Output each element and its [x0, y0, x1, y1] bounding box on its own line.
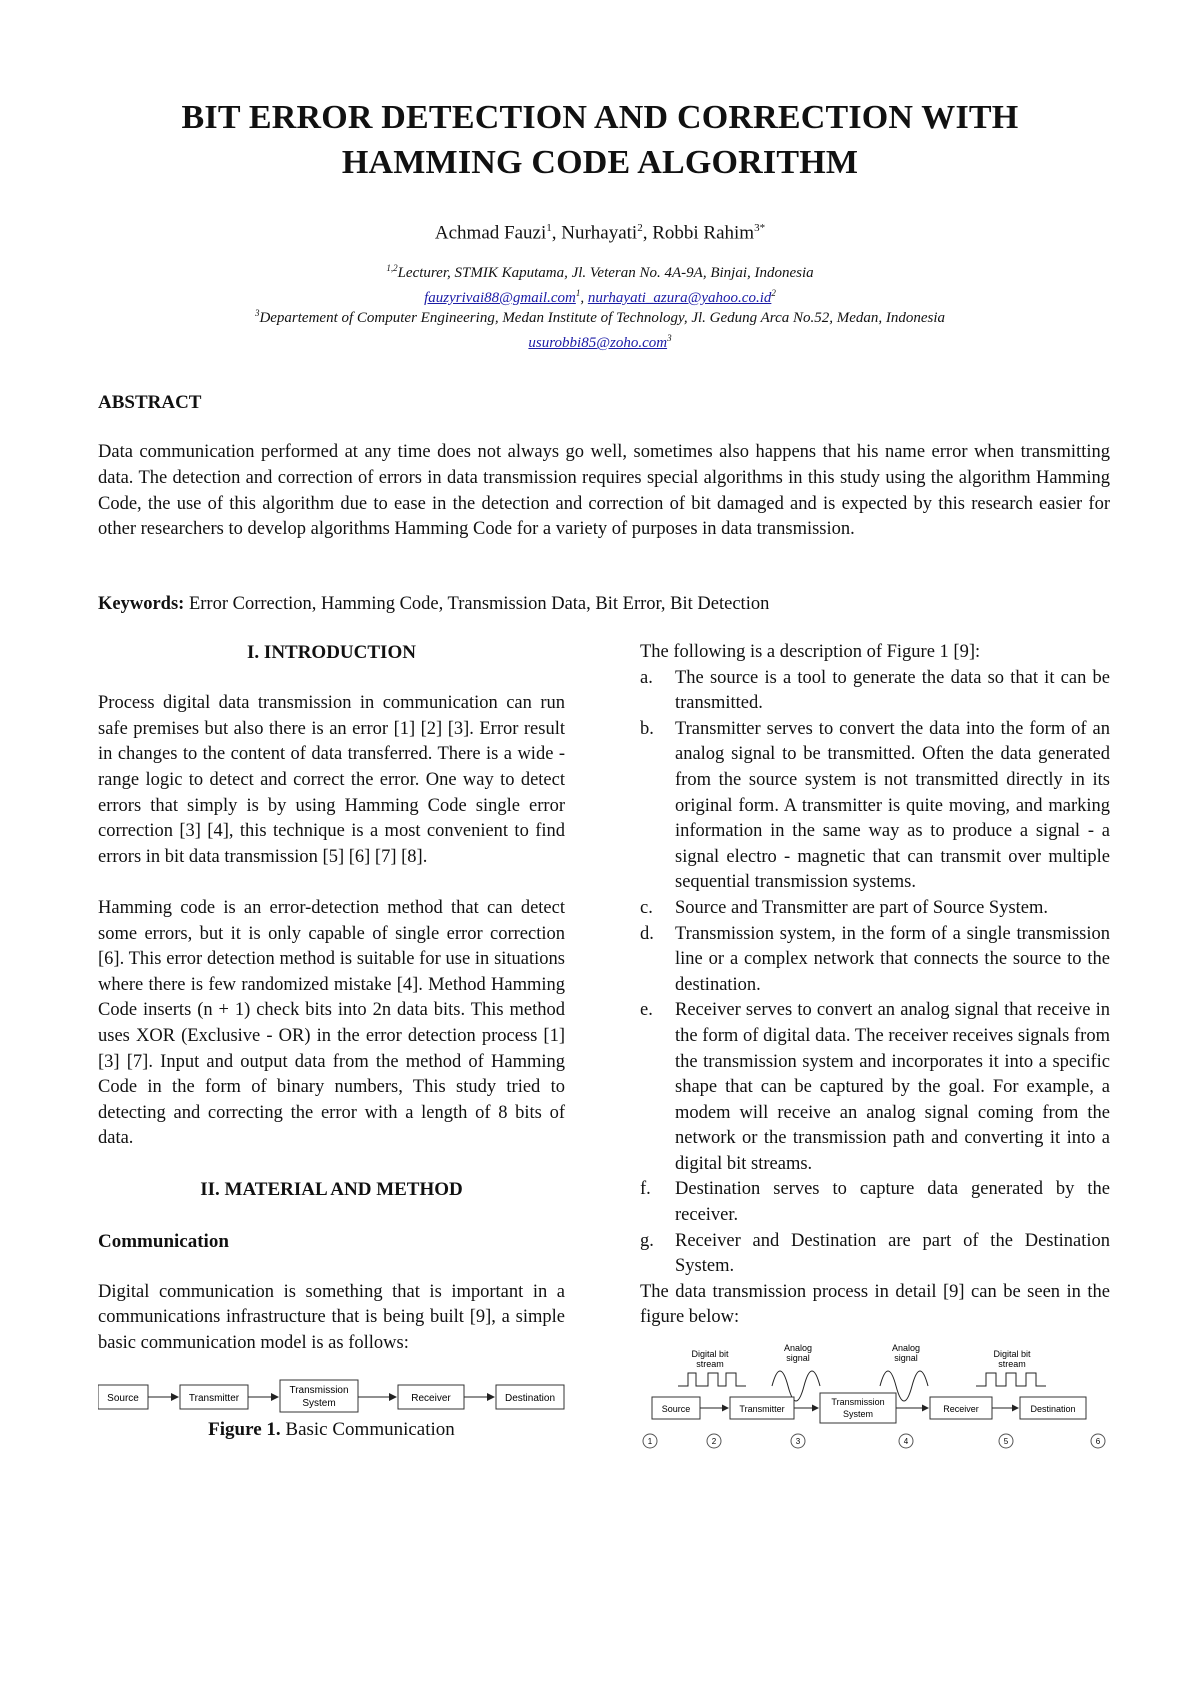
abstract-text: Data communication performed at any time does not always go well, sometimes also happens that his name error when transmitting data. The detection and correction of errors in data transmission requires special algorithms in this study using the algorithm Hamming Code, the use of this algorithm due to ease in the detection and correction of bit damaged and is expected by this research easier for other researchers to develop algorithms Hamming Code for a variety of purposes in data transmission. [98, 442, 1110, 540]
author-1: Achmad Fauzi [434, 222, 547, 244]
paper-title [60, 95, 1140, 185]
right-column [640, 640, 1110, 1471]
email-1-sup: 1 [575, 288, 581, 298]
list-item-label: a. [640, 667, 653, 688]
author-list [60, 222, 1140, 244]
left-column [98, 640, 565, 1442]
transmitter-box-label: Transmitter [188, 1392, 240, 1404]
affiliation-1-text: Lecturer, STMIK Kaputama, Jl. Veteran No. 4A-9A, Binjai, Indonesia [397, 265, 814, 281]
author-3: Robbi Rahim [652, 222, 755, 244]
intro-paragraph-1: Process digital data transmission in communication can run safe premises but also there is an error [1] [2] [3]. Error result in changes to the content of data transferred. There is a wide - range logic to detect and correct the error. One way to detect errors that simply is by using Hamming Code single error correction [3] [4], this technique is a most convenient to find errors in bit data transmission [5] [6] [7] [8]. [98, 693, 565, 867]
affiliation-2-text: Departement of Computer Engineering, Medan Institute of Technology, Jl. Gedung Arca No.52, Medan, Indonesia [259, 310, 946, 326]
digital-bit-stream-label-2: stream [696, 1359, 724, 1370]
email-link-3[interactable]: usurobbi85@zoho.com [528, 335, 668, 351]
email-link-2[interactable]: nurhayati_azura@yahoo.co.id [587, 290, 772, 306]
keywords-text: Error Correction, Hamming Code, Transmission Data, Bit Error, Bit Detection [184, 594, 770, 614]
list-item [640, 717, 1110, 896]
list-item [640, 666, 1110, 717]
list-item [640, 1177, 1110, 1228]
affiliation-2 [60, 303, 1140, 353]
digital-bit-stream-label-1: Digital bit [691, 1349, 729, 1360]
email-separator: , [580, 290, 588, 306]
intro-paragraph-2: Hamming code is an error-detection method that can detect some errors, but it is only capable of single error correction [6]. This error detection method is suitable for use in situations where there is few randomized mistake [4]. Method Hamming Code inserts (n + 1) check bits into 2n data bits. This method uses XOR (Exclusive - OR) in the error detection process [1] [3] [7]. Input and output data from the method of Hamming Code in the form of binary numbers, This study tried to detecting and correcting the error with a length of 8 bits of data. [98, 897, 565, 1149]
figure-1-caption-label: Figure 1. [208, 1418, 281, 1440]
list-item [640, 1229, 1110, 1280]
method-paragraph-1: Digital communication is something that is important in a communications infrastructure that is being built [9], a simple basic communication model is as follows: [98, 1281, 565, 1354]
email-3-sup: 3 [667, 333, 672, 343]
step-number: 6 [1095, 1437, 1101, 1447]
author-separator: , [642, 222, 653, 244]
subheading-communication: Communication [98, 1230, 229, 1252]
list-item-text: The source is a tool to generate the data so that it can be transmitted. [675, 667, 1110, 714]
section-heading-introduction: I. INTRODUCTION [247, 642, 416, 663]
analog-signal-label-4: signal [894, 1353, 918, 1364]
list-item [640, 922, 1110, 999]
step-number: 3 [795, 1437, 801, 1447]
figure-description-intro: The following is a description of Figure 1 [9]: [640, 642, 981, 662]
description-list [640, 666, 1110, 1280]
analog-signal-label-2: signal [786, 1353, 810, 1364]
figure-2-diagram [640, 1341, 1110, 1471]
list-item-text: Transmission system, in the form of a single transmission line or a complex network that connects the source to the destination. [675, 923, 1110, 995]
email-link-1[interactable]: fauzyrivai88@gmail.com [424, 290, 576, 306]
list-item-label: e. [640, 1000, 653, 1021]
list-item-text: Source and Transmitter are part of Source System. [675, 897, 1049, 918]
receiver-box-label: Receiver [943, 1404, 979, 1415]
list-item-label: f. [640, 1179, 651, 1200]
list-item-label: b. [640, 718, 654, 739]
list-item-label: c. [640, 897, 653, 918]
author-3-sup: 3* [754, 222, 766, 234]
affiliation-1-sup: 1,2 [386, 263, 398, 273]
list-item-label: g. [640, 1230, 654, 1251]
figure-1-caption-text: Basic Communication [280, 1418, 455, 1440]
list-item-text: Transmitter serves to convert the data into the form of an analog signal to be transmitted. Often the data generated from the source system is not transmitted directly in its original form. A transmitter is quite moving, and marking information in the same way as to produce a signal - a signal electro - magnetic that can transmit over multiple sequential transmission systems. [675, 718, 1110, 893]
transmitter-box-label: Transmitter [739, 1404, 785, 1415]
author-separator: , [551, 222, 562, 244]
section-heading-method: II. MATERIAL AND METHOD [200, 1179, 463, 1201]
digital-waveform-right [976, 1373, 1046, 1386]
keywords-label: Keywords: [98, 594, 185, 614]
transmission-system-label-2: System [302, 1397, 336, 1409]
step-number: 2 [711, 1437, 717, 1447]
affiliation-2-sup: 3 [254, 308, 260, 318]
destination-box-label: Destination [504, 1392, 556, 1404]
step-number: 5 [1003, 1437, 1009, 1447]
step-number: 1 [647, 1437, 653, 1447]
transmission-system-label-2: System [842, 1409, 874, 1420]
keywords [98, 594, 1110, 615]
list-item-label: d. [640, 923, 654, 944]
figure-description-outro: The data transmission process in detail [9] can be seen in the figure below: [640, 1281, 1110, 1328]
abstract-heading: ABSTRACT [98, 392, 202, 413]
destination-box-label: Destination [1030, 1404, 1076, 1415]
author-1-sup: 1 [546, 222, 552, 234]
email-2-sup: 2 [771, 288, 776, 298]
figure-1-diagram [98, 1377, 565, 1417]
digital-bit-stream-label-3: Digital bit [993, 1349, 1031, 1360]
affiliation-1 [60, 258, 1140, 308]
step-number: 4 [903, 1437, 909, 1447]
analog-signal-label-1: Analog [783, 1343, 813, 1354]
figure-1-caption [98, 1417, 565, 1443]
list-item [640, 896, 1110, 922]
title-line-2: HAMMING CODE ALGORITHM [341, 144, 859, 181]
list-item-text: Destination serves to capture data generated by the receiver. [675, 1179, 1110, 1226]
analog-signal-label-3: Analog [891, 1343, 921, 1354]
author-2: Nurhayati [561, 222, 638, 244]
transmission-system-label-1: Transmission [831, 1397, 885, 1408]
title-line-1: BIT ERROR DETECTION AND CORRECTION WITH [181, 99, 1019, 136]
list-item-text: Receiver serves to convert an analog signal that receive in the form of digital data. The receiver receives signals from the transmission system and incorporates it into a specific shape that can be captured by the goal. For example, a modem will receive an analog signal coming from the network or the transmission path and converting it into a digital bit streams. [675, 1000, 1110, 1174]
source-box-label: Source [107, 1392, 139, 1404]
author-2-sup: 2 [637, 222, 643, 234]
digital-waveform-left [678, 1373, 746, 1386]
transmission-system-label-1: Transmission [289, 1384, 349, 1396]
list-item-text: Receiver and Destination are part of the Destination System. [675, 1230, 1110, 1277]
list-item [640, 998, 1110, 1177]
digital-bit-stream-label-4: stream [998, 1359, 1026, 1370]
receiver-box-label: Receiver [411, 1392, 451, 1404]
source-box-label: Source [661, 1404, 691, 1415]
